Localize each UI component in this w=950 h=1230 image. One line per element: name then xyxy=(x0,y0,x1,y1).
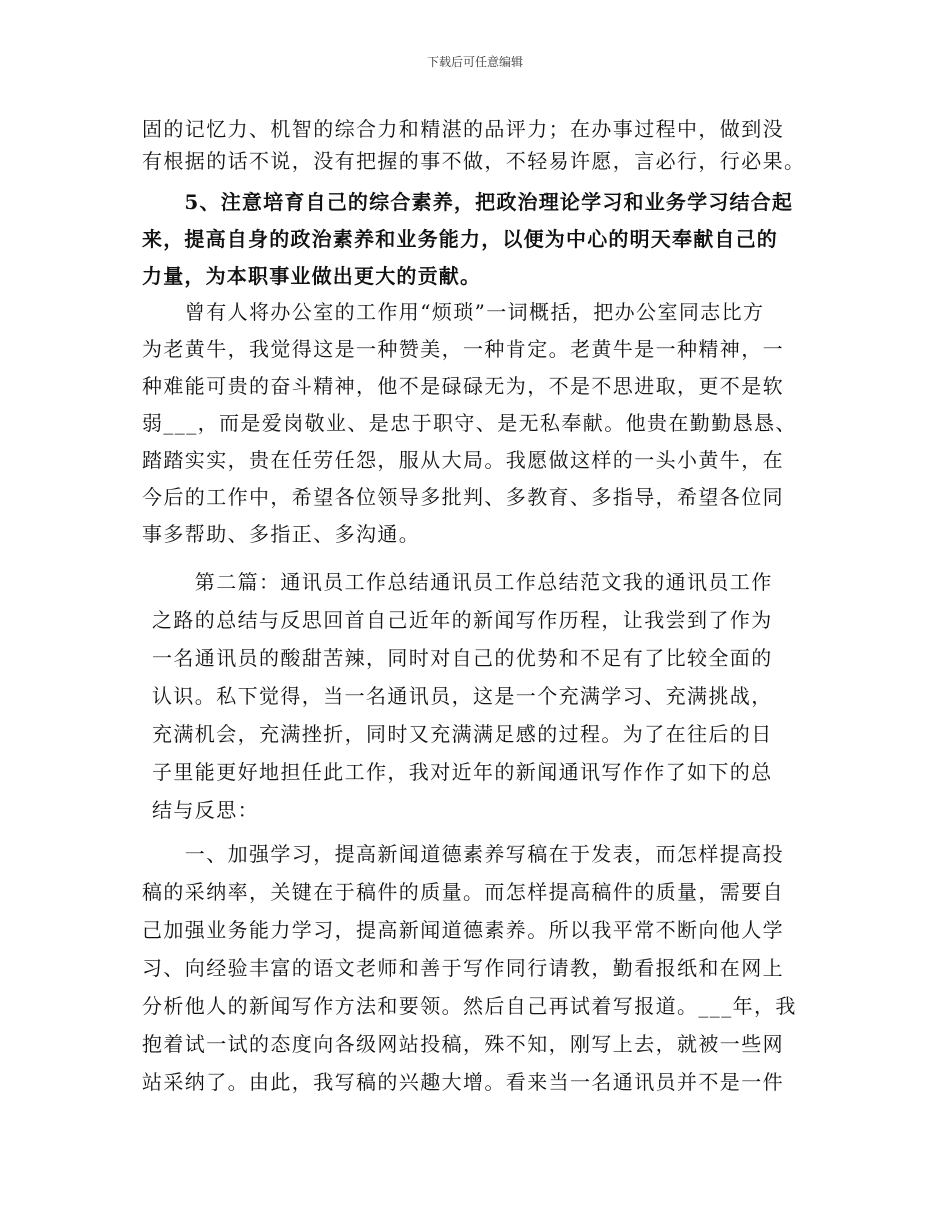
paragraph-line: 分析他人的新闻写作方法和要领。然后自己再试着写报道。___年，我 xyxy=(142,994,797,1018)
paragraph-2-bold xyxy=(142,184,812,295)
paragraph-5 xyxy=(142,835,812,1101)
paragraph-line: 稿的采纳率，关键在于稿件的质量。而怎样提高稿件的质量，需要自 xyxy=(142,880,784,904)
paragraph-line: 之路的总结与反思回首自己近年的新闻写作历程，让我尝到了作为 xyxy=(152,608,773,632)
paragraph-line: 种难能可贵的奋斗精神，他不是碌碌无为，不是不思进取，更不是软 xyxy=(142,374,784,398)
paragraph-line: 抱着试一试的态度向各级网站投稿，殊不知，刚写上去，就被一些网 xyxy=(142,1032,784,1056)
paragraph-line: 为老黄牛，我觉得这是一种赞美，一种肯定。老黄牛是一种精神，一 xyxy=(142,337,784,361)
paragraph-line: 力量，为本职事业做出更大的贡献。 xyxy=(142,264,482,288)
paragraph-line: 习、向经验丰富的语文老师和善于写作同行请教，勤看报纸和在网上 xyxy=(142,956,784,980)
paragraph-line: 5、注意培育自己的综合素养，把政治理论学习和业务学习结合起 xyxy=(142,190,794,214)
paragraph-line: 充满机会，充满挫折，同时又充满满足感的过程。为了在往后的日 xyxy=(152,722,773,746)
paragraph-line: 己加强业务能力学习，提高新闻道德素养。所以我平常不断向他人学 xyxy=(142,918,784,942)
paragraph-1 xyxy=(142,113,812,177)
paragraph-line: 认识。私下觉得，当一名通讯员，这是一个充满学习、充满挑战， xyxy=(152,684,773,708)
paragraph-line: 踏踏实实，贵在任劳任怨，服从大局。我愿做这样的一头小黄牛，在 xyxy=(142,448,784,472)
paragraph-4 xyxy=(152,563,802,829)
page-header-note: 下载后可任意编辑 xyxy=(426,55,523,69)
paragraph-line: 今后的工作中，希望各位领导多批判、多教育、多指导，希望各位同 xyxy=(142,485,784,509)
paragraph-line: 第二篇：通讯员工作总结通讯员工作总结范文我的通讯员工作 xyxy=(152,570,773,594)
paragraph-line: 曾有人将办公室的工作用“烦琐”一词概括，把办公室同志比方 xyxy=(142,300,765,324)
paragraph-line: 弱___，而是爱岗敬业、是忠于职守、是无私奉献。他贵在勤勤恳恳、 xyxy=(142,411,797,435)
paragraph-line: 固的记忆力、机智的综合力和精湛的品评力；在办事过程中，做到没 xyxy=(142,117,784,141)
paragraph-3 xyxy=(142,294,812,553)
paragraph-line: 事多帮助、多指正、多沟通。 xyxy=(142,522,421,546)
paragraph-line: 来，提高自身的政治素养和业务能力，以便为中心的明天奉献自己的 xyxy=(142,227,778,251)
paragraph-line: 一、加强学习，提高新闻道德素养写稿在于发表，而怎样提高投 xyxy=(142,842,784,866)
paragraph-line: 子里能更好地担任此工作，我对近年的新闻通讯写作作了如下的总 xyxy=(152,760,773,784)
paragraph-line: 结与反思： xyxy=(152,798,259,822)
paragraph-line: 站采纳了。由此，我写稿的兴趣大增。看来当一名通讯员并不是一件 xyxy=(142,1070,784,1094)
paragraph-line: 一名通讯员的酸甜苦辣，同时对自己的优势和不足有了比较全面的 xyxy=(152,646,773,670)
paragraph-line: 有根据的话不说，没有把握的事不做，不轻易许愿，言必行，行必果。 xyxy=(142,149,806,173)
